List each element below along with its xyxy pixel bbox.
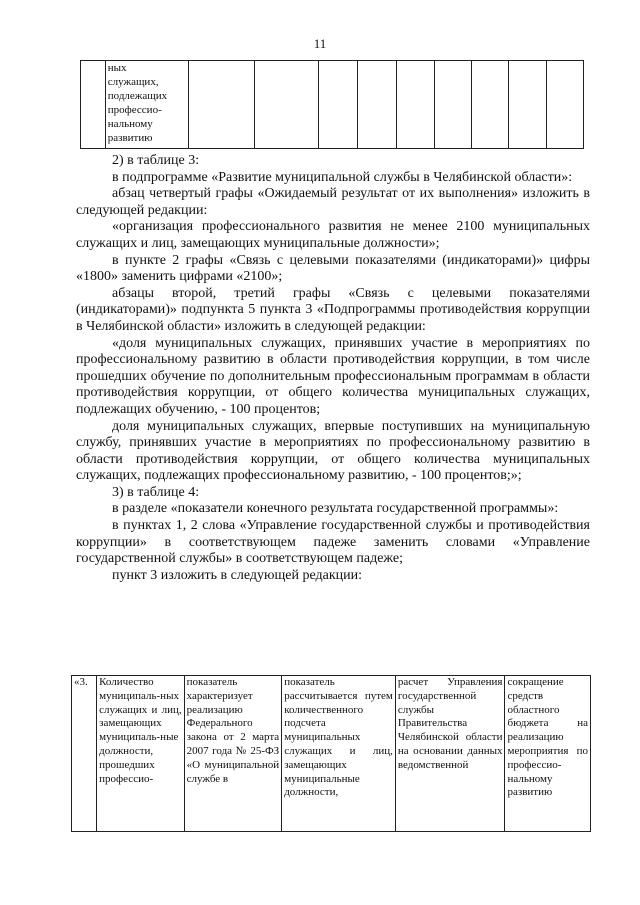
paragraph: «организация профессионального развития не менее 2100 муниципальных служащих и лиц, замещающих муниципальные должности»; <box>76 219 590 251</box>
table-cell <box>546 61 583 149</box>
row-number: «3. <box>72 676 97 832</box>
paragraph: абзацы второй, третий графы «Связь с целевыми показателями (индикаторами)» подпункта 5 пункта 3 «Подпрограммы противодействия коррупции в Челябинской области» изложить в следующей редакции: <box>76 285 590 334</box>
paragraph: пункт 3 изложить в следующей редакции: <box>112 567 362 583</box>
cell-line: нальному <box>107 118 153 130</box>
paragraph: в пунктах 1, 2 слова «Управление государственной службы и противодействия коррупции» в соответствующем падеже заменить словами «Управление государственной службы» в соответствующем падеже; <box>76 518 590 567</box>
risk-cell: сокращение средств областного бюджета на реализацию мероприятия по профессио-нальному развитию <box>505 676 591 832</box>
top-table-fragment <box>80 60 584 149</box>
cell-line: служащих, <box>107 76 159 88</box>
table-cell <box>509 61 546 149</box>
indicator-name-cell: Количество муниципаль-ных служащих и лиц, замещающих муниципаль-ные должности, прошедших профессио- <box>97 676 185 832</box>
cell-line: подлежащих <box>107 90 168 102</box>
table-row <box>72 676 591 832</box>
paragraph: в подпрограмме «Развитие муниципальной службы в Челябинской области»: <box>112 169 573 185</box>
table-cell-indicator <box>105 61 188 149</box>
paragraph: абзац четвертый графы «Ожидаемый результат от их выполнения» изложить в следующей редакции: <box>76 186 590 218</box>
table-cell <box>397 61 434 149</box>
paragraph: «доля муниципальных служащих, принявших участие в мероприятиях по профессиональному развитию в области противодействия коррупции, в том числе прошедших обучение по дополнительным профессиональным программам в области противодействия коррупции, от общего количества муниципальных служащих, подлежащих обучению, - 100 процентов; <box>76 335 590 417</box>
cell-line: развитию <box>107 132 153 144</box>
paragraph: доля муниципальных служащих, впервые поступивших на муниципальную службу, принявших участие в мероприятиях по профессиональному развитию в области противодействия коррупции, от общего количества муниципальных служащих, подлежащих профессиональному развитию, - 100 процентов;»; <box>76 418 590 484</box>
table-cell <box>254 61 318 149</box>
table-cell <box>319 61 358 149</box>
paragraph: в пункте 2 графы «Связь с целевыми показателями (индикаторами)» цифры «1800» заменить цифрами «2100»; <box>76 252 590 285</box>
paragraph: в разделе «показатели конечного результата государственной программы»: <box>112 501 559 517</box>
page-number: 11 <box>313 36 327 51</box>
data-source-cell: расчет Управления государственной службы Правительства Челябинской области на основании данных ведомственной <box>395 676 505 832</box>
indicator-description-cell: показатель характеризует реализацию Федерального закона от 2 марта 2007 года № 25-ФЗ «О муниципальной службе в <box>184 676 282 832</box>
paragraph: 3) в таблице 4: <box>112 484 200 500</box>
paragraph: 2) в таблице 3: <box>112 153 200 168</box>
document-body <box>76 153 590 584</box>
table-cell <box>81 61 106 149</box>
indicator-table <box>71 675 591 832</box>
table-cell <box>471 61 508 149</box>
cell-line: ных <box>107 62 127 74</box>
table-cell <box>434 61 471 149</box>
table-row <box>81 61 584 149</box>
calculation-method-cell: показатель рассчитывается путем количественного подсчета муниципальных служащих и лиц, замещающих муниципальные должности, <box>282 676 396 832</box>
table-cell <box>188 61 254 149</box>
table-cell <box>358 61 397 149</box>
cell-line: профессио- <box>107 104 162 116</box>
